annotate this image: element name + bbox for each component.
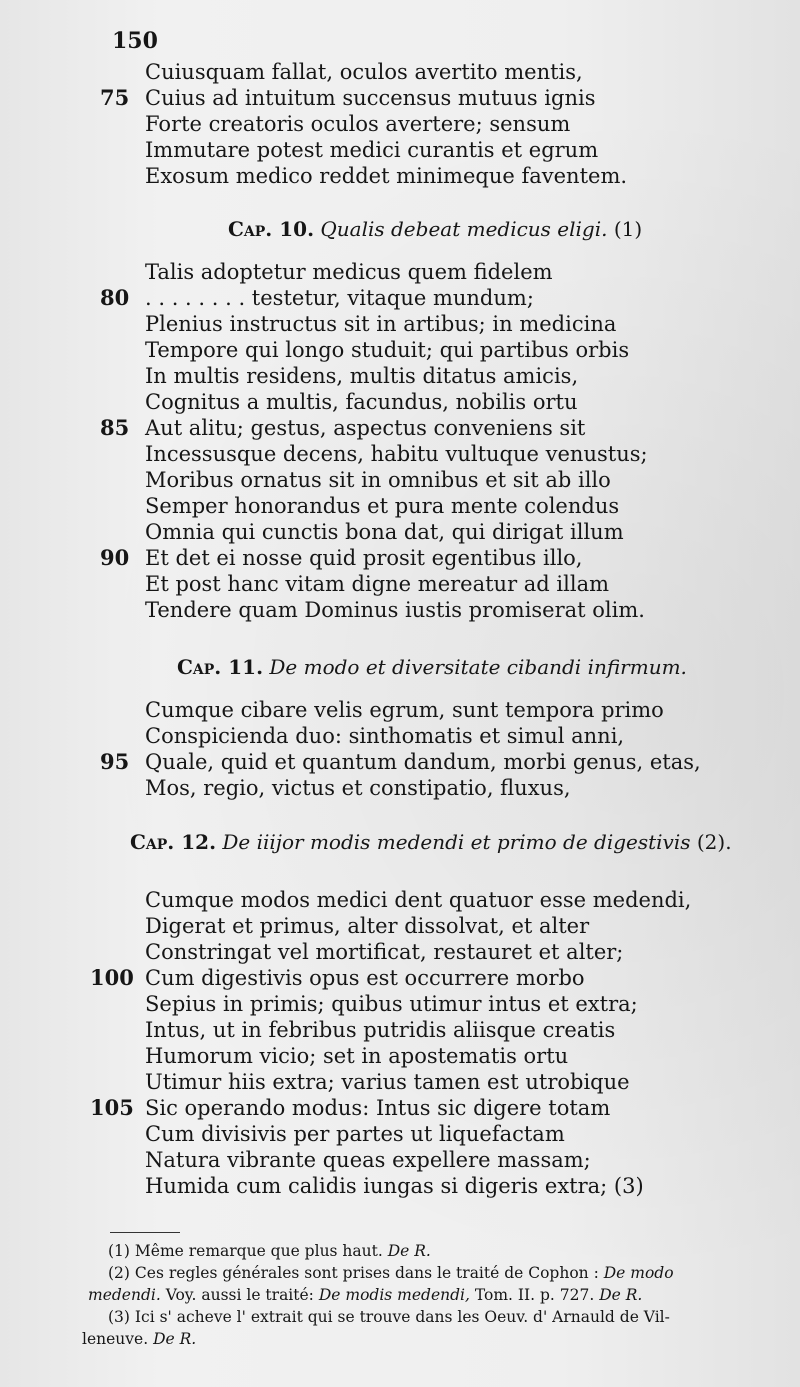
footnote-citation: De R. (387, 1242, 431, 1260)
chapter-title: Qualis debeat medicus eligi. (320, 217, 608, 241)
verse-line: Digerat et primus, alter dissolvat, et alter (145, 914, 590, 938)
footnote-text: Même remarque que plus haut. (134, 1242, 383, 1260)
footnote-citation: De modo (603, 1264, 674, 1282)
verse-line: Mos, regio, victus et constipatio, fluxus, (145, 776, 571, 800)
verse-line: Natura vibrante queas expellere massam; (145, 1148, 591, 1172)
verse-line: In multis residens, multis ditatus amicis, (145, 364, 579, 388)
verse-line: Conspicienda duo: sinthomatis et simul anni, (145, 724, 625, 748)
footnote-citation: medendi. (88, 1286, 161, 1304)
verse-line: Talis adoptetur medicus quem fidelem (145, 260, 553, 284)
verse-line: Plenius instructus sit in artibus; in medicina (145, 312, 617, 336)
verse-line: . . . . . . . . testetur, vitaque mundum; (145, 286, 534, 310)
footnote-text: Ces regles générales sont prises dans le traité de Cophon : (134, 1264, 599, 1282)
verse-line: Et post hanc vitam digne mereatur ad illam (145, 572, 610, 596)
verse-line: Et det ei nosse quid prosit egentibus illo, (145, 546, 583, 570)
verse-line: Sic operando modus: Intus sic digere totam (145, 1096, 611, 1120)
footnote (108, 1308, 670, 1327)
verse-line: Humida cum calidis iungas si digeris extra; (3) (145, 1174, 644, 1198)
verse-line: Forte creatoris oculos avertere; sensum (145, 112, 571, 136)
chapter-label: Cap. 10. (228, 217, 315, 241)
chapter-title: De iiijor modis medendi et primo de digestivis (222, 830, 691, 854)
verse-line: Sepius in primis; quibus utimur intus et extra; (145, 992, 638, 1016)
verse-line: Intus, ut in febribus putridis aliisque creatis (145, 1018, 616, 1042)
footnote-rule (110, 1232, 180, 1233)
footnote-mark: (3) (108, 1308, 130, 1326)
verse-line: Exosum medico reddet minimeque faventem. (145, 164, 628, 188)
footnote (108, 1242, 431, 1261)
footnote-reference: (1) (613, 217, 643, 241)
line-number: 95 (100, 749, 130, 774)
line-number: 75 (100, 85, 130, 110)
verse-line: Incessusque decens, habitu vultuque venustus; (145, 442, 648, 466)
footnote-text: Voy. aussi le traité: (165, 1286, 314, 1304)
chapter-label: Cap. 11. (177, 655, 264, 679)
verse-line: Moribus ornatus sit in omnibus et sit ab illo (145, 468, 611, 492)
footnote-mark: (1) (108, 1242, 130, 1260)
verse-line: Quale, quid et quantum dandum, morbi genus, etas, (145, 750, 701, 774)
verse-line: Utimur hiis extra; varius tamen est utrobique (145, 1070, 630, 1094)
footnote-text: leneuve. (82, 1330, 149, 1348)
page-number: 150 (112, 28, 158, 54)
footnote-text: Tom. II. p. 727. (474, 1286, 595, 1304)
footnote-mark: (2) (108, 1264, 130, 1282)
line-number: 80 (100, 285, 130, 310)
footnote-citation: De R. (153, 1330, 197, 1348)
chapter-title: De modo et diversitate cibandi infirmum. (269, 655, 687, 679)
footnote-text: Ici s' acheve l' extrait qui se trouve dans les Oeuv. d' Arnauld de Vil- (134, 1308, 670, 1326)
footnote-continuation (82, 1330, 196, 1349)
verse-line: Cognitus a multis, facundus, nobilis ortu (145, 390, 578, 414)
footnote-reference: (2). (696, 830, 732, 854)
verse-line: Omnia qui cunctis bona dat, qui dirigat illum (145, 520, 624, 544)
verse-line: Cumque modos medici dent quatuor esse medendi, (145, 888, 692, 912)
verse-line: Semper honorandus et pura mente colendus (145, 494, 620, 518)
chapter-heading (177, 654, 687, 680)
line-number: 90 (100, 545, 130, 570)
line-number: 85 (100, 415, 130, 440)
verse-line: Cuius ad intuitum succensus mutuus ignis (145, 86, 596, 110)
verse-line: Constringat vel mortificat, restauret et alter; (145, 940, 624, 964)
verse-line: Tendere quam Dominus iustis promiserat olim. (145, 598, 645, 622)
chapter-label: Cap. 12. (130, 830, 217, 854)
chapter-heading (228, 216, 642, 242)
verse-line: Aut alitu; gestus, aspectus conveniens sit (145, 416, 586, 440)
verse-line: Cum divisivis per partes ut liquefactam (145, 1122, 565, 1146)
footnote-citation: De R. (599, 1286, 643, 1304)
verse-line: Cumque cibare velis egrum, sunt tempora primo (145, 698, 664, 722)
verse-line: Tempore qui longo studuit; qui partibus orbis (145, 338, 630, 362)
chapter-heading (130, 829, 732, 855)
footnote (108, 1264, 674, 1283)
verse-line: Immutare potest medici curantis et egrum (145, 138, 599, 162)
line-number: 100 (90, 965, 134, 990)
line-number: 105 (90, 1095, 134, 1120)
verse-line: Cuiusquam fallat, oculos avertito mentis, (145, 60, 583, 84)
footnote-continuation (88, 1286, 642, 1305)
verse-line: Humorum vicio; set in apostematis ortu (145, 1044, 569, 1068)
footnote-citation: De modis medendi, (318, 1286, 470, 1304)
verse-line: Cum digestivis opus est occurrere morbo (145, 966, 585, 990)
